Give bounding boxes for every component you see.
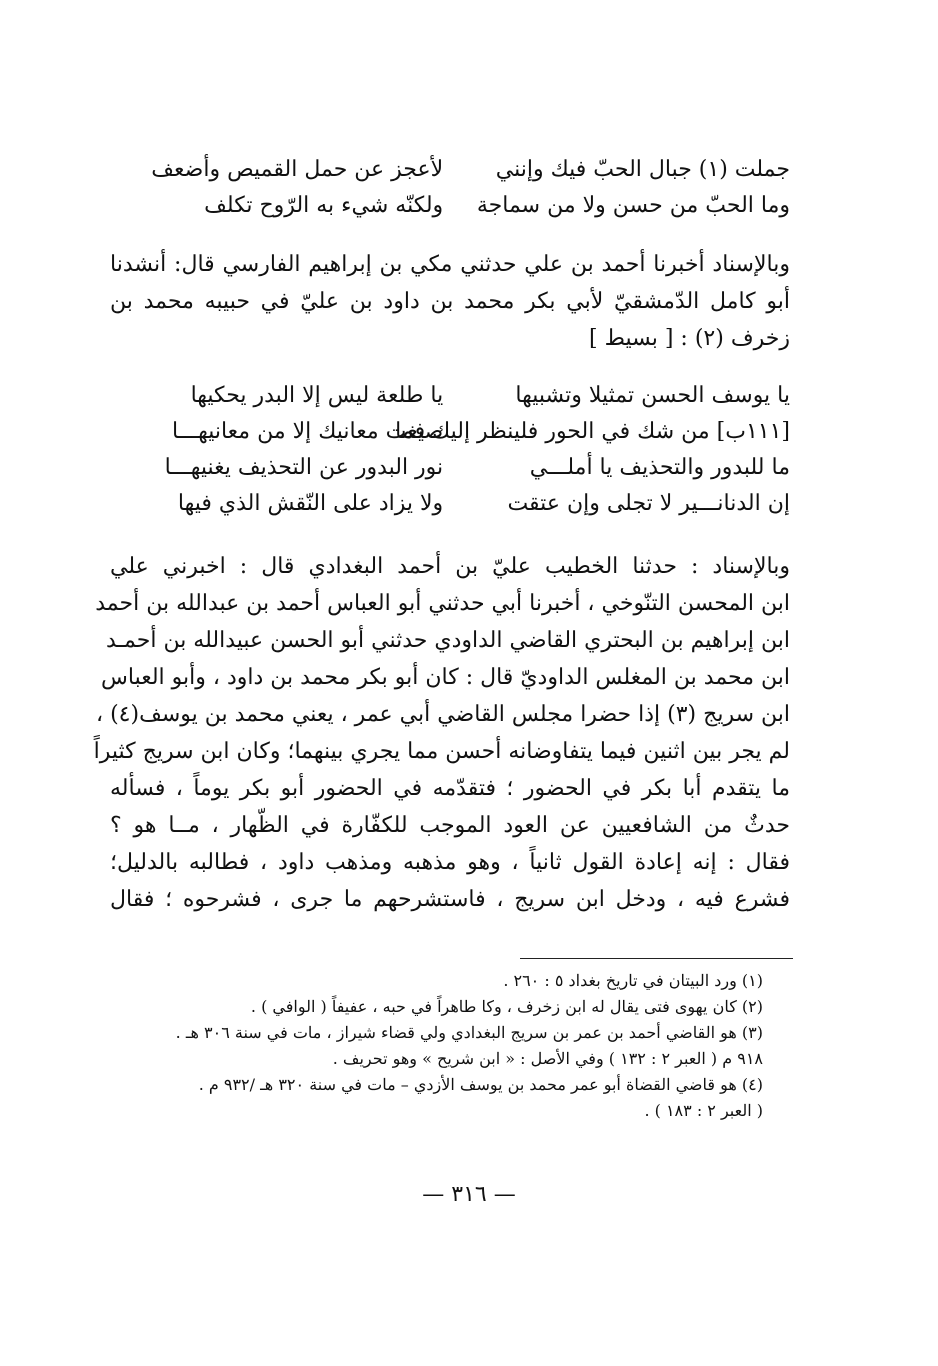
text-line: ابن المحسن التنّوخي ، أخبرنا أبي حدثني أبو العباس أحمد بن عبدالله بن أحمد	[95, 591, 790, 616]
verse-first-hemistich: ما للبدور والتحذيف يا أملـــي	[529, 455, 790, 480]
verse-row	[110, 486, 790, 522]
text-line: وبالإسناد : حدثنا الخطيب عليّ بن أحمد البغدادي قال : اخبرني علي	[110, 554, 790, 579]
text-line: ابن محمد بن المغلس الداوديّ قال : كان أبو بكر محمد بن داود ، وأبو العباس	[101, 665, 790, 690]
text-line: فقال : إنه إعادة القول ثانياً ، وهو مذهبه ومذهب داود ، فطالبه بالدليل؛	[110, 850, 790, 875]
footnote: (٣) هو القاضي أحمد بن عمر بن سريج البغدادي ولي قضاء شيراز ، مات في سنة ٣٠٦ هـ .	[175, 1023, 763, 1042]
verses-top	[110, 152, 790, 224]
footnote: (٤) هو قاضي القضاة أبو عمر محمد بن يوسف الأزدي – مات في سنة ٣٢٠ هـ /٩٣٢ م .	[198, 1075, 763, 1094]
text-line: ابن إبراهيم بن البحتري القاضي الداودي حدثني أبو الحسن عبيدالله بن أحمـد	[106, 628, 790, 653]
text-line: لم يجر بين اثنين فيما يتفاوضانه أحسن مما يجري بينهما؛ وكان ابن سريج كثيراً	[93, 739, 790, 764]
verse-row	[110, 188, 790, 224]
text-line: وبالإسناد أخبرنا أحمد بن علي حدثني مكي بن إبراهيم الفارسي قال: أنشدنا	[110, 252, 790, 277]
intro-paragraph	[110, 246, 790, 357]
text-line: ابن سريج (٣) إذا حضرا مجلس القاضي أبي عمر ، يعني محمد بن يوسف(٤) ،	[95, 702, 790, 727]
text-line: زخرف (٢) : [ بسيط ]	[589, 326, 790, 351]
footnotes	[118, 968, 763, 1124]
verse-row	[110, 378, 790, 414]
footnote: ٩١٨ م ( العبر ٢ : ١٣٢ ) وفي الأصل : « ابن شريح » وهو تحريف .	[332, 1049, 763, 1068]
verse-row	[110, 414, 790, 450]
verses-middle	[110, 378, 790, 522]
text-line: أبو كامل الدّمشقيّ لأبي بكر محمد بن داود بن عليّ في حبيبه محمد بن	[110, 289, 790, 314]
verse-second-hemistich: صيغت معانيك إلا من معانيهـــا	[172, 419, 444, 444]
verse-first-hemistich: جملت (١) جبال الحبّ فيك وإنني	[495, 157, 790, 182]
verse-first-hemistich: إن الدنانـــير لا تجلى وإن عتقت	[507, 491, 790, 516]
footnote: (١) ورد البيتان في تاريخ بغداد ٥ : ٢٦٠ .	[503, 971, 763, 990]
verse-first-hemistich: وما الحبّ من حسن ولا من سماجة	[476, 193, 790, 218]
footnote: (٢) كان يهوى فتى يقال له ابن زخرف ، وكا طاهراً في حبه ، عفيفاً ( الوافي ) .	[250, 997, 763, 1016]
verse-second-hemistich: ولكنّه شيء به الرّوح تكلف	[204, 193, 444, 218]
verse-second-hemistich: لأعجز عن حمل القميص وأضعف	[151, 157, 444, 182]
text-line: فشرع فيه ، ودخل ابن سريج ، فاستشرحهم ما جرى ، فشرحوه ؛ فقال	[110, 887, 790, 912]
text-line: حدثٌ من الشافعيين عن العود الموجب للكفّارة في الظّهار ، مــا هو ؟	[110, 813, 790, 838]
footnote: ( العبر ٢ : ١٨٣ ) .	[644, 1101, 763, 1120]
page-number: — ٣١٦ —	[422, 1182, 516, 1207]
verse-first-hemistich: يا يوسف الحسن تمثيلا وتشبيها	[515, 383, 790, 408]
verse-first-hemistich: [١١١ب] من شك في الحور فلينظر إليك فما	[395, 419, 790, 444]
verse-second-hemistich: نور البدور عن التحذيف يغنيهـــا	[164, 455, 444, 480]
verse-second-hemistich: يا طلعة ليس إلا البدر يحكيها	[190, 383, 444, 408]
verse-row	[110, 152, 790, 188]
verse-second-hemistich: ولا يزاد على النّقش الذي فيها	[177, 491, 444, 516]
text-line: ما يتقدم أبا بكر في الحضور ؛ فتقدّمه في الحضور أبو بكر يوماً ، فسأله	[110, 776, 790, 801]
verse-row	[110, 450, 790, 486]
footnote-separator	[520, 958, 793, 959]
prose-paragraph	[93, 548, 790, 918]
